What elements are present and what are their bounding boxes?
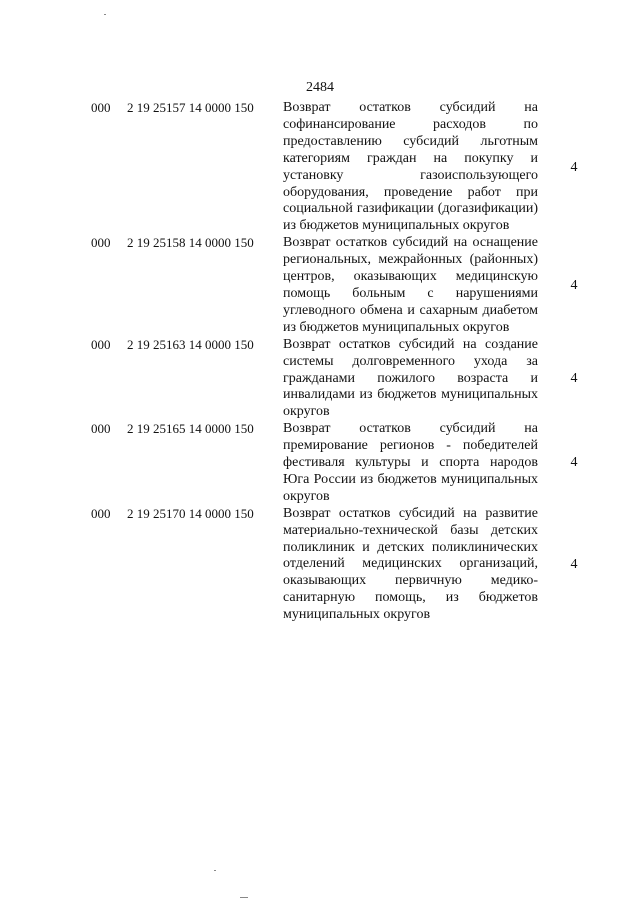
income-description: Возврат остатков субсидий на оснащение региональных, межрайонных (районных) центров, оказывающих медицинскую помощь больным с нарушениями углеводного обмена и сахарным диабетом из бюджетов муниципальных округов [283,235,538,335]
norm-value: 4 [570,556,578,572]
budget-classification-code: 2 19 25163 14 0000 150 [127,336,254,352]
table-row [0,421,640,506]
admin-code: 000 [91,235,111,251]
table-row [0,506,640,624]
admin-code: 000 [91,336,111,352]
income-description: Возврат остатков субсидий на премирование регионов - победителей фестиваля культуры и спорта народов Юга России из бюджетов муниципальных округов [283,421,538,504]
budget-code-table [0,100,640,624]
norm-value: 4 [570,455,578,471]
scan-speck [104,14,106,15]
income-description: Возврат остатков субсидий на софинансирование расходов по предоставлению субсидий льготным категориям граждан на покупку и установку газоиспользующего оборудования, проведение работ при социальной газификации (догазификации) из бюджетов муниципальных округов [283,100,538,234]
scan-speck [240,897,248,898]
budget-classification-code: 2 19 25158 14 0000 150 [127,235,254,251]
page-number: 2484 [306,80,334,95]
income-description: Возврат остатков субсидий на развитие материально-технической базы детских поликлиник и детских поликлинических отделений медицинских организаций, оказывающих первичную медико-санитарную помощь, из бюджетов муниципальных округов [283,505,538,623]
norm-value: 4 [570,277,578,293]
budget-classification-code: 2 19 25157 14 0000 150 [127,100,254,115]
norm-value: 4 [570,159,578,175]
admin-code: 000 [91,505,111,521]
table-row [0,337,640,422]
budget-classification-code: 2 19 25165 14 0000 150 [127,421,254,437]
admin-code: 000 [91,100,111,115]
table-row [0,100,640,235]
norm-value: 4 [570,370,578,386]
budget-classification-code: 2 19 25170 14 0000 150 [127,505,254,521]
income-description: Возврат остатков субсидий на создание системы долговременного ухода за гражданами пожилого возраста и инвалидами из бюджетов муниципальных округов [283,336,538,420]
table-row [0,235,640,336]
scan-speck [214,870,216,871]
admin-code: 000 [91,421,111,437]
